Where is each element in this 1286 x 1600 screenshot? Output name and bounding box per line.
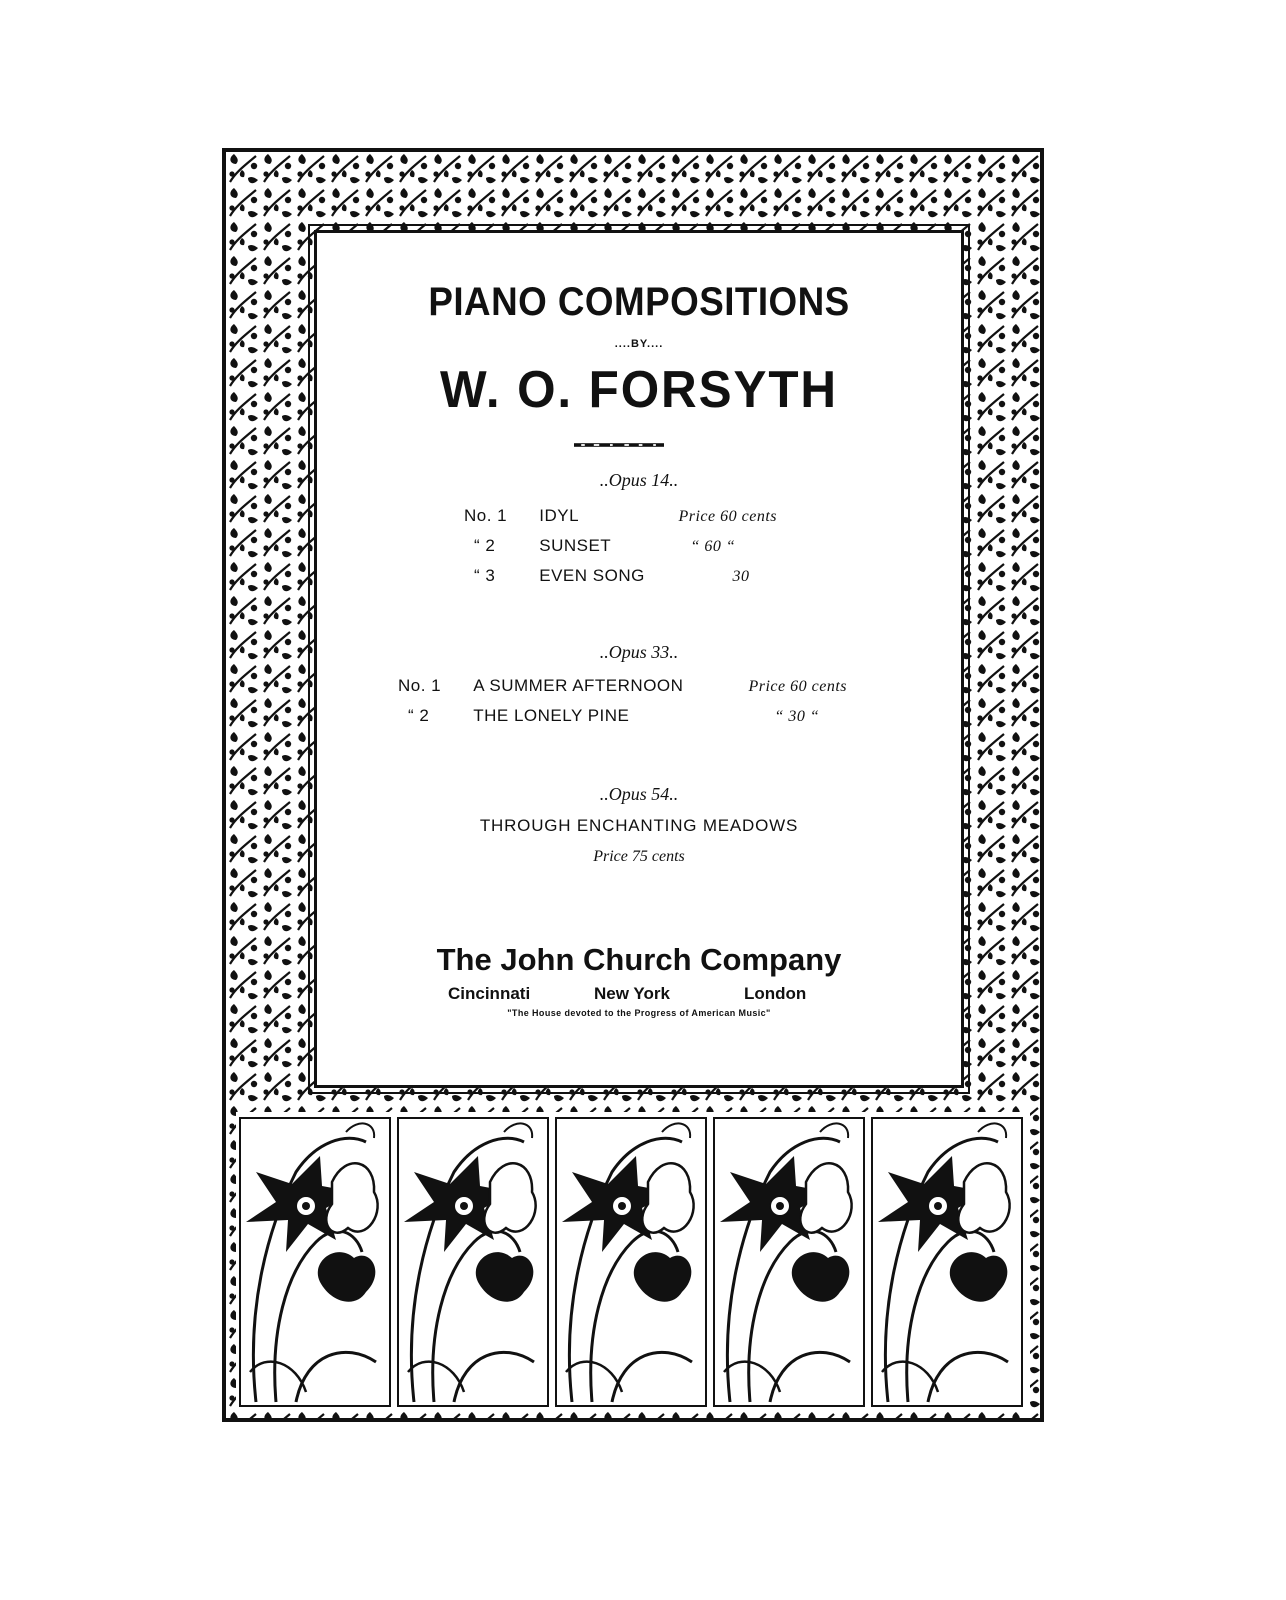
page-title: PIANO COMPOSITIONS	[428, 280, 850, 324]
item-number: “ 2	[408, 706, 430, 725]
city-london: London	[744, 984, 807, 1003]
item-number: “ 2	[474, 536, 496, 555]
item-price: Price 60 cents	[748, 678, 847, 695]
publisher-motto: "The House devoted to the Progress of American Music"	[507, 1008, 771, 1018]
composer-name: W. O. FORSYTH	[440, 361, 838, 419]
item-number: “ 3	[474, 566, 496, 585]
list-item	[474, 566, 749, 586]
item-price: “ 60 “	[690, 538, 736, 555]
item-number: No. 1	[464, 506, 508, 525]
item-price: Price 60 cents	[678, 508, 777, 525]
opus-33-heading: ..Opus 33..	[599, 642, 679, 662]
opus-54-heading: ..Opus 54..	[599, 784, 679, 804]
by-line: ....BY....	[614, 338, 664, 350]
city-new-york: New York	[594, 984, 670, 1003]
item-title: THE LONELY PINE	[473, 706, 630, 725]
list-item	[464, 506, 777, 526]
city-cincinnati: Cincinnati	[448, 984, 531, 1003]
item-price: 30	[732, 568, 750, 585]
item-title: A SUMMER AFTERNOON	[473, 676, 684, 695]
list-item	[474, 536, 735, 556]
publisher-name: The John Church Company	[436, 942, 842, 977]
opus-54-title: THROUGH ENCHANTING MEADOWS	[479, 816, 799, 835]
item-price: “ 30 “	[774, 708, 820, 725]
item-title: SUNSET	[539, 536, 612, 555]
list-item	[408, 706, 819, 726]
list-item	[398, 676, 847, 696]
decorative-rule-icon	[574, 442, 664, 448]
opus-54-price: Price 75 cents	[593, 848, 685, 865]
item-title: EVEN SONG	[539, 566, 645, 585]
art-nouveau-flower-band-icon	[236, 1112, 1030, 1412]
opus-14-heading: ..Opus 14..	[599, 470, 679, 490]
title-page-content	[314, 230, 964, 1088]
item-number: No. 1	[398, 676, 442, 695]
item-title: IDYL	[539, 506, 580, 525]
